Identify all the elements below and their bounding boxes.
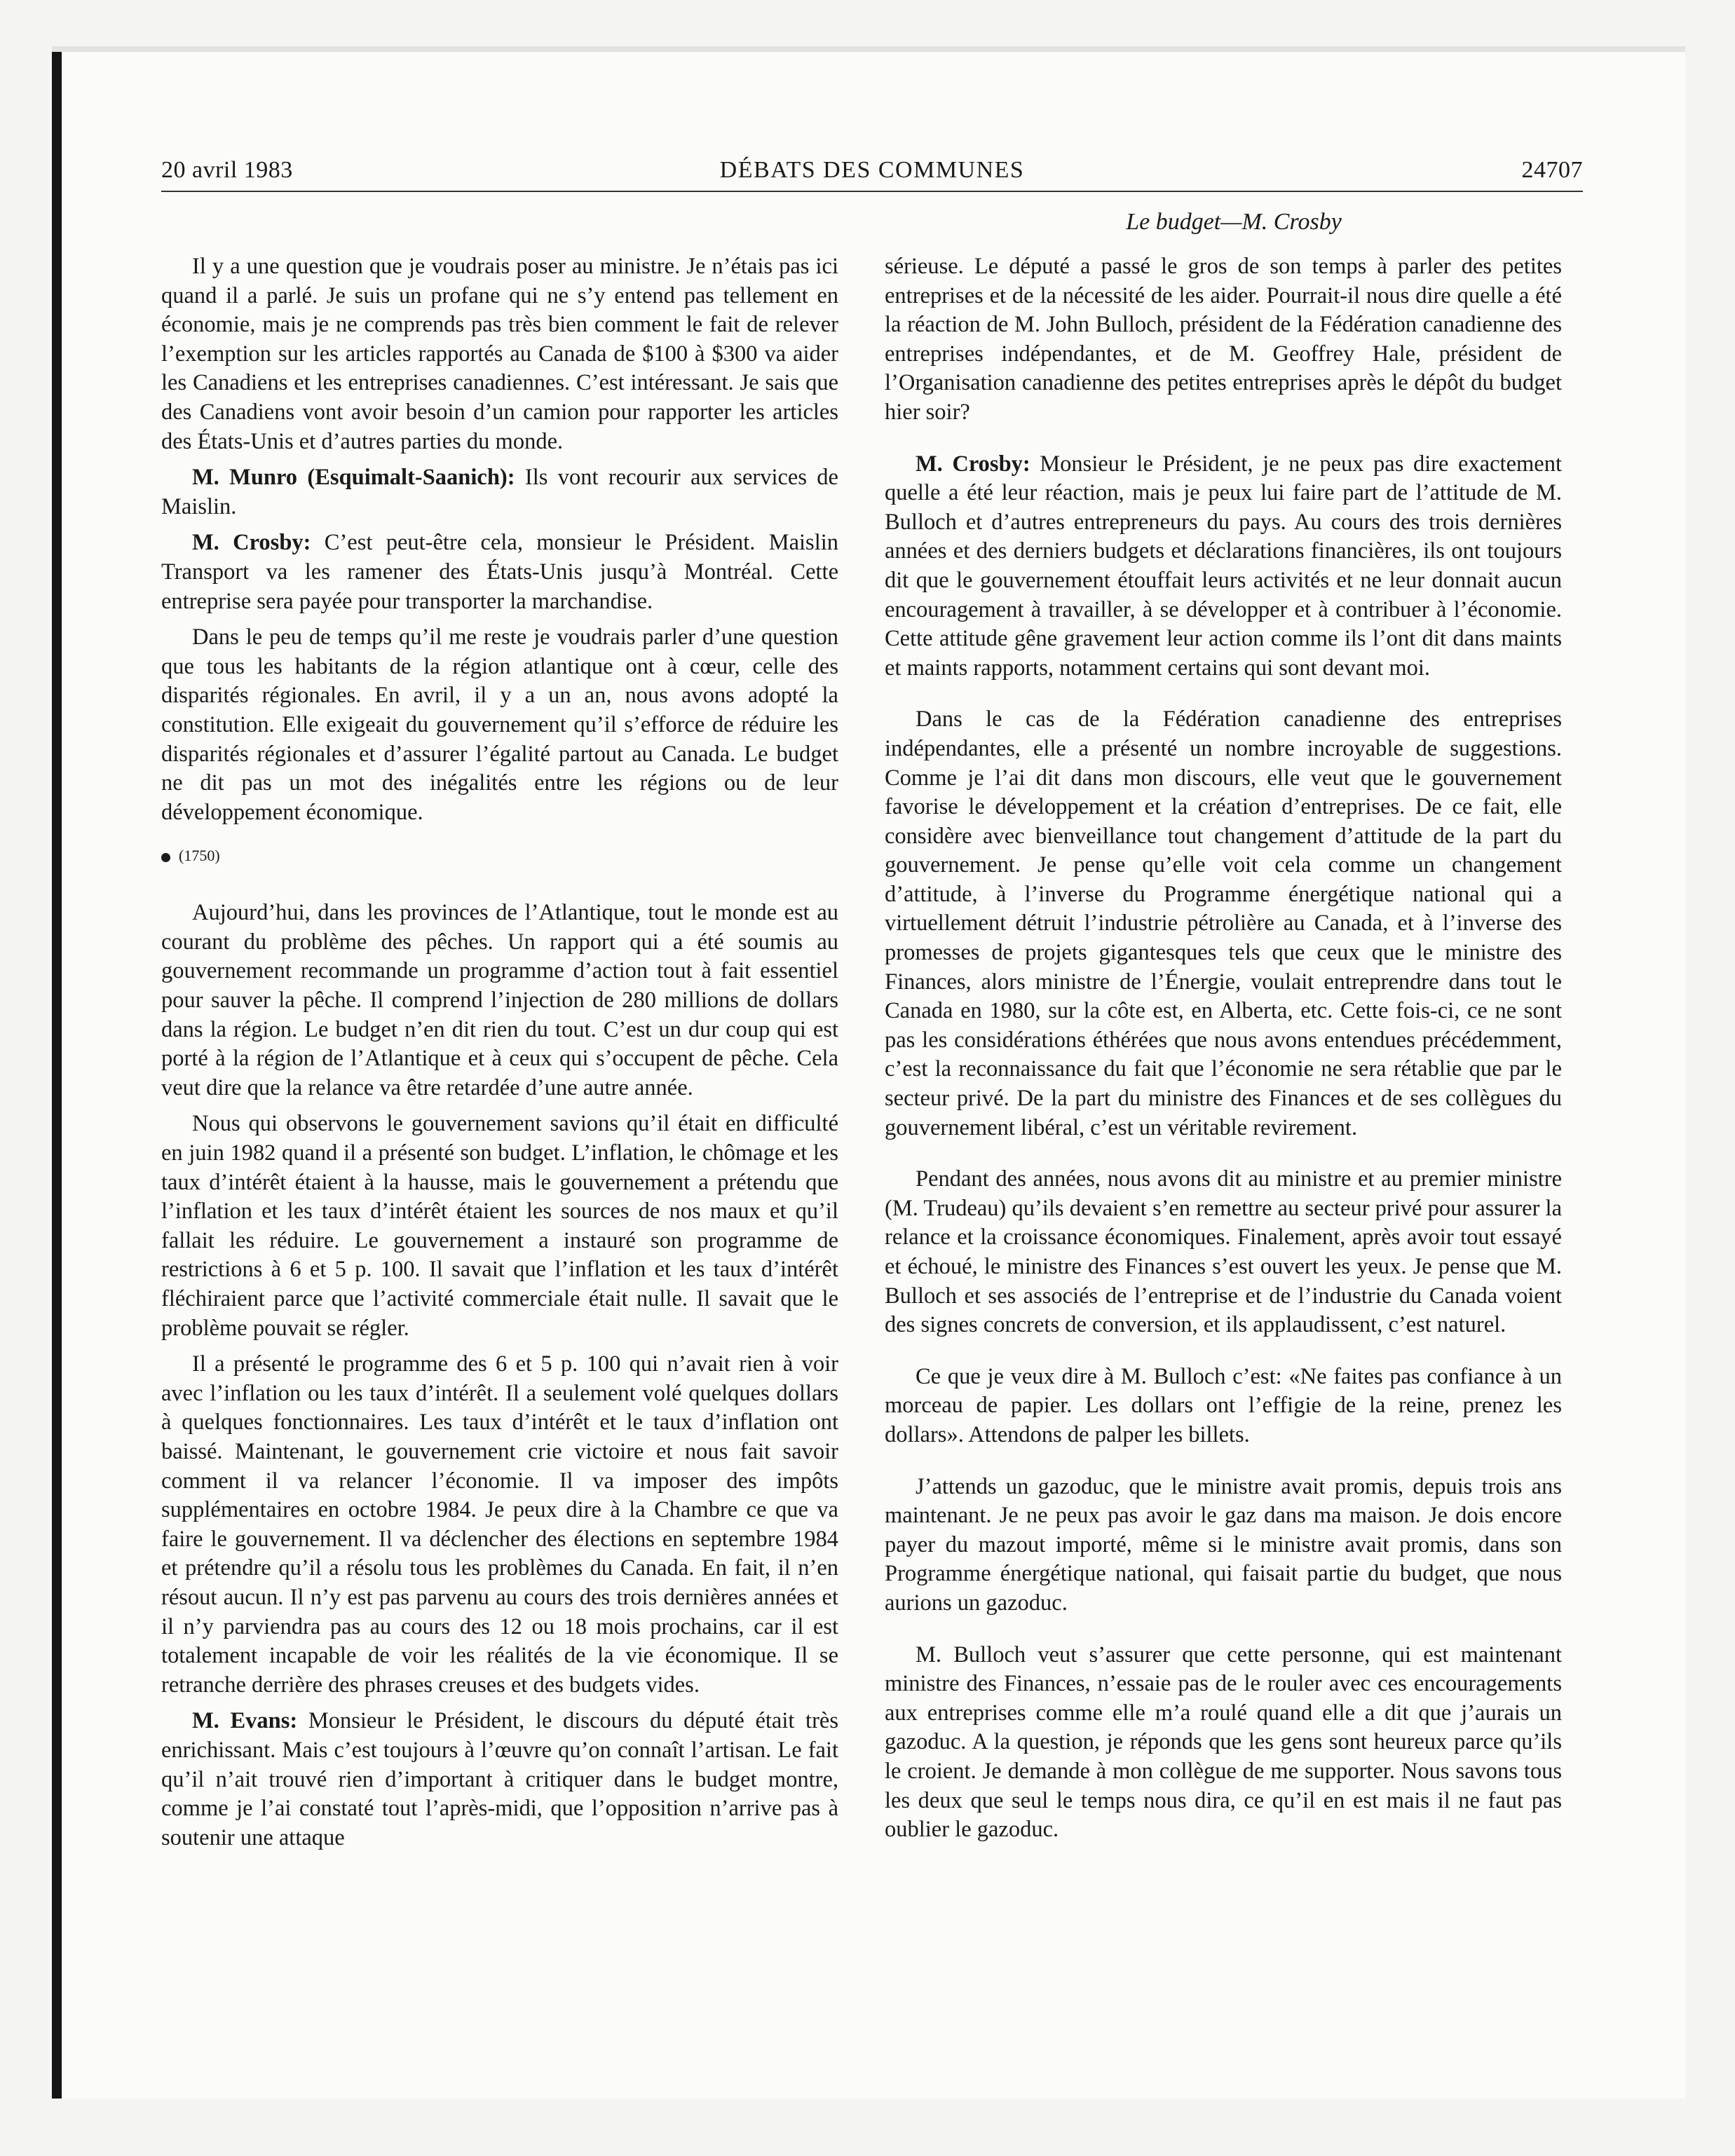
paragraph: J’attends un gazoduc, que le ministre avait promis, depuis trois ans maintenant. Je ne peux pas avoir le gaz dans ma maison. Je dois encore payer du mazout importé, même si le ministre avait promis, dans son Programme énergétique national, qui faisait partie du budget, que nous aurions un gazoduc.: [885, 1473, 1562, 1616]
header-page-number: 24707: [1521, 157, 1583, 183]
paragraph: Aujourd’hui, dans les provinces de l’Atlantique, tout le monde est au courant du problème des pêches. Un rapport qui a été soumis au gouvernement recommande un programme d’action tout à fait essentiel pour sauver la pêche. Il comprend l’injection de 280 millions de dollars dans la région. Le budget n’en dit rien du tout. C’est un dur coup qui est porté à la région de l’Atlantique et à ceux qui s’occupent de pêche. Cela veut dire que la relance va être retardée d’une autre année.: [161, 900, 838, 1100]
paragraph: sérieuse. Le député a passé le gros de son temps à parler des petites entreprises et de la nécessité de les aider. Pourrait-il nous dire quelle a été la réaction de M. John Bulloch, président de la Fédération canadienne des entreprises indépendantes, et de M. Geoffrey Hale, président de l’Organisation canadienne des petites entreprises après le dépôt du budget hier soir?: [885, 254, 1562, 425]
paragraph: Pendant des années, nous avons dit au ministre et au premier ministre (M. Trudeau) qu’ils devaient s’en remettre au secteur privé pour assurer la relance et la croissance économiques. Finalement, après avoir tout essayé et échoué, le ministre des Finances s’est ouvert les yeux. Je pense que M. Bulloch et ses associés de l’entreprise et de l’industrie du Canada voient des signes concrets de conversion, et ils applaudissent, c’est naturel.: [885, 1166, 1562, 1338]
paragraph: Ce que je veux dire à M. Bulloch c’est: «Ne faites pas confiance à un morceau de papier. Les dollars ont l’effigie de la reine, prenez les dollars». Attendons de palper les billets.: [885, 1363, 1562, 1447]
paragraph: [161, 528, 838, 616]
paragraph: [885, 450, 1562, 683]
time-marker: [161, 845, 838, 866]
paragraph: [161, 1707, 838, 1853]
paragraph: Dans le cas de la Fédération canadienne des entreprises indépendantes, elle a présenté un nombre incroyable de suggestions. Comme je l’ai dit dans mon discours, elle veut que le gouvernement favorise le développement et la création d’entreprises. De ce fait, elle considère avec bienveillance tout changement d’attitude de la part du gouvernement. Je pense qu’elle voit cela comme un changement d’attitude, à l’inverse du Programme énergétique national qui a virtuellement détruit l’industrie pétrolière au Canada, et à l’inverse des promesses de projets gigantesques tels que ceux que le ministre des Finances, alors ministre de l’Énergie, voulait entreprendre dans tout le Canada en 1980, sur la côte est, en Alberta, etc. Cette fois-ci, ce ne sont pas les considérations éthérées que nous avons entendues précédemment, c’est la reconnaissance du fait que l’économie ne sera rétablie que par le secteur privé. De la part du ministre des Finances et de ses collègues du gouvernement libéral, c’est un véritable revirement.: [885, 707, 1562, 1140]
header-title: DÉBATS DES COMMUNES: [719, 157, 1025, 183]
speaker-name: M. Crosby:: [916, 451, 1030, 477]
speech-text: Monsieur le Président, le discours du député était très enrichissant. Mais c’est toujours à l’œuvre qu’on connaît l’artisan. Le fait qu’il n’ait trouvé rien d’important à critiquer dans le budget montre, comme je l’ai constaté tout l’après-midi, que l’opposition n’arrive pas à soutenir une attaque: [161, 1708, 838, 1850]
paragraph: [161, 463, 838, 521]
header-rule: [161, 191, 1583, 192]
left-column: [161, 252, 838, 1860]
paragraph: Nous qui observons le gouvernement savions qu’il était en difficulté en juin 1982 quand il a présenté son budget. L’inflation, le chômage et les taux d’intérêt étaient à la hausse, mais le gouvernement a prétendu que l’inflation et les taux d’intérêt étaient les sources de nos maux et qu’il fallait les réduire. Le gouvernement a instauré son programme de restrictions à 6 et 5 p. 100. Il savait que l’inflation et les taux d’intérêt fléchiraient parce que l’activité commerciale était nulle. Il savait que le problème pouvait se régler.: [161, 1111, 838, 1341]
speech-text: Ils vont recourir aux services de Maislin.: [161, 465, 838, 519]
paragraph: Il a présenté le programme des 6 et 5 p. 100 qui n’avait rien à voir avec l’inflation ou les taux d’intérêt. Il a seulement volé quelques dollars à quelques fonctionnaires. Les taux d’intérêt et le taux d’inflation ont baissé. Maintenant, le gouvernement crie victoire et nous fait savoir comment il va relancer l’économie. Il va imposer des impôts supplémentaires en octobre 1984. Je peux dire à la Chambre ce que va faire le gouvernement. Il va déclencher des élections en septembre 1984 et prétendre qu’il a résolu tous les problèmes du Canada. En fait, il n’en résout aucun. Il n’y est pas parvenu au cours des trois dernières années et il n’y parviendra pas au cours des 12 ou 18 mois prochains, car il est totalement incapable de voir les réalités de la vie économique. Il se retranche derrière des phrases creuses et des budgets vides.: [161, 1351, 838, 1698]
paragraph: M. Bulloch veut s’assurer que cette personne, qui est maintenant ministre des Finances, n’essaie pas de le rouler avec ces encouragements aux entreprises comme elle m’a roulé quand elle a dit que j’aurais un gazoduc. A la question, je réponds que les gens sont heureux parce qu’ils le croient. Je demande à mon collègue de me supporter. Nous savons tous les deux que seul le temps nous dira, ce qu’il en est mais il ne faut pas oublier le gazoduc.: [885, 1642, 1562, 1843]
paragraph: Dans le peu de temps qu’il me reste je voudrais parler d’une question que tous les habitants de la région atlantique ont à cœur, celle des disparités régionales. En avril, il y a un an, nous avons adopté la constitution. Elle exigeait du gouvernement qu’il s’efforce de réduire les disparités régionales et d’assurer l’égalité partout au Canada. Le budget ne dit pas un mot des inégalités entre les régions ou de leur développement économique.: [161, 625, 838, 825]
page-header: [161, 157, 1583, 192]
speaker-name: M. Munro (Esquimalt-Saanich):: [192, 465, 515, 491]
header-date: 20 avril 1983: [161, 157, 293, 183]
speech-text: Monsieur le Président, je ne peux pas dire exactement quelle a été leur réaction, mais je peux lui faire part de l’attitude de M. Bulloch et d’autres entrepreneurs du pays. Au cours des trois dernières années et des derniers budgets et déclarations financières, ils ont toujours dit que le gouvernement étouffait leurs activités et ne leur donnait aucun encouragement à travailler, à se développer et à contribuer à l’économie. Cette attitude gêne gravement leur action comme ils l’ont dit dans maints et maints rapports, notamment certains qui sont devant moi.: [885, 451, 1562, 681]
scan-left-edge: [52, 52, 62, 2099]
right-column: [885, 252, 1562, 1867]
scan-top-edge: [52, 46, 1685, 52]
bullet-icon: [161, 853, 170, 862]
time-marker-text: (1750): [179, 847, 220, 865]
paragraph: Il y a une question que je voudrais poser au ministre. Je n’étais pas ici quand il a parlé. Je suis un profane qui ne s’y entend pas tellement en économie, mais je ne comprends pas très bien comment le fait de relever l’exemption sur les articles rapportés au Canada de $100 à $300 va aider les Canadiens et les entreprises canadiennes. C’est intéressant. Je sais que des Canadiens vont avoir besoin d’un camion pour rapporter les articles des États-Unis et d’autres parties du monde.: [161, 254, 838, 454]
speaker-name: M. Evans:: [192, 1708, 298, 1734]
speech-text: C’est peut-être cela, monsieur le Président. Maislin Transport va les ramener des États-Unis jusqu’à Montréal. Cette entreprise sera payée pour transporter la marchandise.: [161, 530, 839, 614]
running-title: Le budget—M. Crosby: [1126, 209, 1342, 235]
speaker-name: M. Crosby:: [192, 530, 311, 556]
